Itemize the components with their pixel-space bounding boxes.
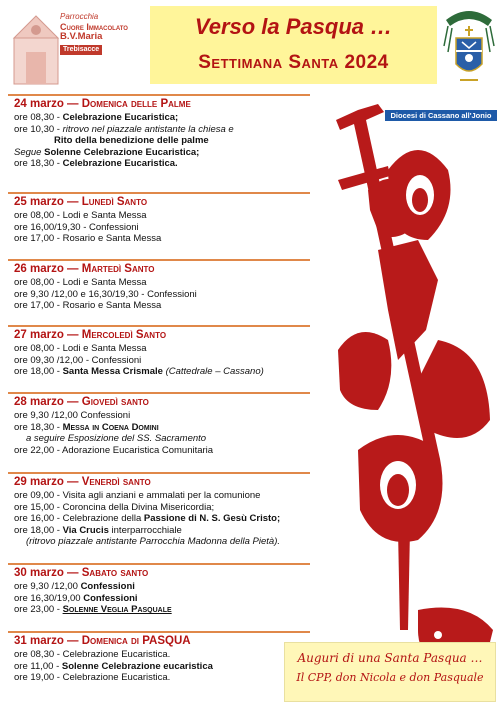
schedule-line xyxy=(14,366,312,378)
line-t: ore 09,00 - Visita agli anziani e ammalati per la comunione xyxy=(14,490,261,501)
line-b: Celebrazione Eucaristica; xyxy=(62,112,179,123)
line-t: ore 16,00 - Celebrazione della xyxy=(14,513,144,525)
schedule-line xyxy=(14,112,312,124)
day-divider xyxy=(8,94,310,96)
line-b: Solenne Celebrazione eucaristica xyxy=(61,660,213,672)
parish-name xyxy=(60,12,128,55)
day-divider xyxy=(8,192,310,194)
line-t: ore 08,00 - Lodi e Santa Messa xyxy=(14,210,147,221)
line-t: ore 08,00 - Lodi e Santa Messa xyxy=(14,343,147,354)
line-i: (ritrovo piazzale antistante Parrocchia Madonna della Pietà). xyxy=(26,536,280,548)
line-t: ore 16,30/19,00 xyxy=(14,592,84,604)
schedule-line xyxy=(14,147,312,159)
day-divider xyxy=(8,325,310,327)
line-t: ore 9,30 /12,00 xyxy=(14,581,81,592)
subtitle-text: Settimana Santa 2024 xyxy=(198,52,389,73)
page-title: Verso la Pasqua … xyxy=(194,14,393,39)
day-heading xyxy=(14,566,312,581)
line-t: ore 18,00 - xyxy=(14,366,63,378)
title-banner xyxy=(150,6,437,84)
day-block xyxy=(14,195,312,245)
day-separator: — xyxy=(63,329,82,341)
day-heading xyxy=(14,395,312,410)
schedule-line xyxy=(14,233,312,245)
line-i: ritrovo nel piazzale antistante la chiesa e xyxy=(62,123,234,135)
line-t: ore 08,30 - Celebrazione Eucaristica. xyxy=(14,649,171,660)
line-t: ore 18,30 - xyxy=(14,158,63,170)
schedule-line xyxy=(14,445,312,457)
line-i2: (Cattedrale – Cassano) xyxy=(162,366,264,378)
day-divider xyxy=(8,563,310,565)
day-name: Domenica di PASQUA xyxy=(81,635,191,647)
parish-line3: B.V.Maria xyxy=(60,31,103,42)
day-heading xyxy=(14,262,312,277)
line-b: Confessioni xyxy=(83,592,138,604)
day-date: 28 marzo xyxy=(14,396,64,408)
day-name: Martedì Santo xyxy=(81,263,155,275)
day-separator: — xyxy=(63,567,82,579)
line-t: ore 11,00 - xyxy=(14,660,62,672)
greeting-line1: Auguri di una Santa Pasqua … xyxy=(297,651,483,665)
day-heading xyxy=(14,328,312,343)
day-heading xyxy=(14,195,312,210)
schedule-line xyxy=(14,525,312,537)
line-b: Solenne Veglia Pasquale xyxy=(62,604,172,616)
day-separator: — xyxy=(63,98,82,110)
day-block xyxy=(14,566,312,616)
line-b: Santa Messa Crismale xyxy=(62,366,163,378)
line-b: Rito della benedizione delle palme xyxy=(54,135,209,147)
day-date: 29 marzo xyxy=(14,476,64,488)
day-block xyxy=(14,634,312,684)
line-t: ore 18,30 - xyxy=(14,421,63,433)
schedule-line xyxy=(14,343,312,355)
day-block xyxy=(14,328,312,378)
schedule-line xyxy=(14,410,312,422)
day-heading xyxy=(14,634,312,649)
schedule-line xyxy=(14,672,312,684)
day-block xyxy=(14,395,312,456)
line-t: ore 17,00 - Rosario e Santa Messa xyxy=(14,233,162,245)
line-t: ore 08,30 - xyxy=(14,112,63,123)
line-t: ore 08,00 - Lodi e Santa Messa xyxy=(14,277,147,288)
day-heading xyxy=(14,97,312,112)
day-date: 30 marzo xyxy=(14,567,64,579)
line-t: ore 9,30 /12,00 e 16,30/19,30 - Confessioni xyxy=(14,288,197,300)
line-t: ore 19,00 - Celebrazione Eucaristica. xyxy=(14,672,171,684)
schedule-line xyxy=(14,355,312,367)
schedule-line xyxy=(14,422,312,434)
parish-line2: Cuore Immacolato xyxy=(60,22,128,32)
line-b: Messa in Coena Domini xyxy=(62,421,159,433)
schedule-line xyxy=(14,158,312,170)
line-t2: interparrocchiale xyxy=(108,524,182,536)
schedule-line xyxy=(14,124,312,136)
day-name: Sabato santo xyxy=(81,567,149,579)
day-name: Lunedì Santo xyxy=(81,196,148,208)
line-b: Via Crucis xyxy=(62,524,109,536)
day-separator: — xyxy=(63,476,82,488)
day-date: 27 marzo xyxy=(14,329,64,341)
day-separator: — xyxy=(63,263,82,275)
schedule-line xyxy=(14,513,312,525)
line-i: Segue xyxy=(14,146,45,158)
day-divider xyxy=(8,631,310,633)
day-block xyxy=(14,97,312,170)
diocese-label: Diocesi di Cassano all'Jonio xyxy=(385,110,497,121)
day-name: Domenica delle Palme xyxy=(81,98,191,110)
schedule-line xyxy=(14,277,312,289)
day-divider xyxy=(8,472,310,474)
line-b: Confessioni xyxy=(80,581,135,592)
line-b: Solenne Celebrazione Eucaristica; xyxy=(44,146,200,158)
line-t: ore 9,30 /12,00 Confessioni xyxy=(14,410,131,421)
day-separator: — xyxy=(63,635,82,647)
parish-line1: Parrocchia xyxy=(60,12,99,21)
schedule-line xyxy=(14,649,312,661)
day-block xyxy=(14,262,312,312)
line-b: Celebrazione Eucaristica. xyxy=(62,158,178,170)
line-t: ore 10,30 - xyxy=(14,123,63,135)
line-t: ore 18,00 - xyxy=(14,524,63,536)
schedule-line xyxy=(14,433,312,445)
line-i: a seguire Esposizione del SS. Sacramento xyxy=(26,433,207,445)
line-b: Passione di N. S. Gesù Cristo; xyxy=(143,513,281,525)
line-t: ore 09,30 /12,00 - Confessioni xyxy=(14,354,142,366)
day-heading xyxy=(14,475,312,490)
day-date: 31 marzo xyxy=(14,635,64,647)
day-date: 25 marzo xyxy=(14,196,64,208)
greeting-line2: Il CPP, don Nicola e don Pasquale xyxy=(296,671,484,684)
parish-town: Trebisacce xyxy=(60,45,102,55)
schedule-line xyxy=(14,502,312,514)
schedule-line xyxy=(14,490,312,502)
line-t: ore 17,00 - Rosario e Santa Messa xyxy=(14,300,162,312)
day-date: 24 marzo xyxy=(14,98,64,110)
day-name: Venerdì santo xyxy=(81,476,151,488)
day-block xyxy=(14,475,312,548)
schedule-line xyxy=(14,661,312,673)
day-separator: — xyxy=(63,396,82,408)
day-date: 26 marzo xyxy=(14,263,64,275)
day-divider xyxy=(8,259,310,261)
schedule-line xyxy=(14,289,312,301)
schedule-line xyxy=(14,581,312,593)
passion-painting xyxy=(318,90,498,690)
greeting-box xyxy=(284,642,496,702)
day-divider xyxy=(8,392,310,394)
schedule-line xyxy=(14,135,312,147)
schedule-line xyxy=(14,604,312,616)
schedule-line xyxy=(14,536,312,548)
day-name: Mercoledì Santo xyxy=(81,329,167,341)
schedule-line xyxy=(14,222,312,234)
schedule-line xyxy=(14,300,312,312)
schedule-line xyxy=(14,210,312,222)
page-subtitle xyxy=(150,52,437,74)
line-t: ore 22,00 - Adorazione Eucaristica Comunitaria xyxy=(14,444,214,456)
day-separator: — xyxy=(63,196,82,208)
line-t: ore 23,00 - xyxy=(14,604,63,616)
line-t: ore 15,00 - Coroncina della Divina Misericordia; xyxy=(14,501,215,513)
day-name: Giovedì santo xyxy=(81,396,149,408)
schedule-line xyxy=(14,593,312,605)
line-t: ore 16,00/19,30 - Confessioni xyxy=(14,221,139,233)
